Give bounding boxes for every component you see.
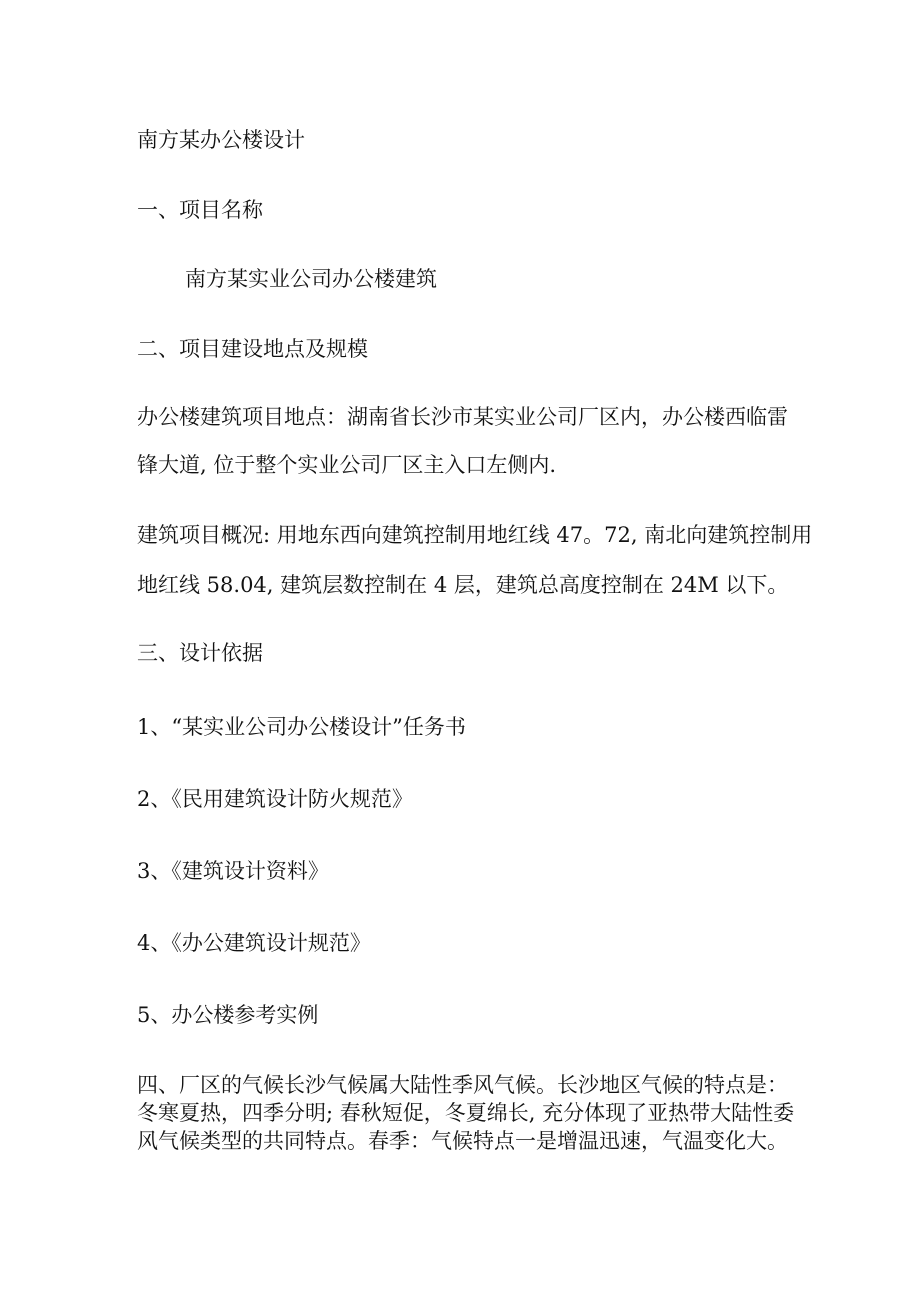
location-text-line1: 办公楼建筑项目地点：湖南省长沙市某实业公司厂区内，办公楼西临雷 (137, 405, 788, 429)
design-basis-item: 4、《办公建筑设计规范》 (137, 931, 371, 955)
climate-paragraph (137, 1071, 795, 1155)
location-text-line2: 锋大道, 位于整个实业公司厂区主入口左侧内. (137, 453, 557, 477)
section-heading-project-name: 一、项目名称 (137, 198, 263, 222)
climate-text-line3: 风气候类型的共同特点。春季：气候特点一是增温迅速，气温变化大。 (137, 1129, 788, 1153)
overview-text-line1: 建筑项目概况: 用地东西向建筑控制用地红线 47。72, 南北向建筑控制用 (137, 523, 813, 547)
section-heading-design-basis: 三、设计依据 (137, 641, 263, 665)
project-name-text: 南方某实业公司办公楼建筑 (185, 267, 437, 291)
design-basis-item: 2、《民用建筑设计防火规范》 (137, 787, 413, 811)
design-basis-item: 1、“某实业公司办公楼设计”任务书 (137, 715, 466, 739)
design-basis-item: 3、《建筑设计资料》 (137, 859, 329, 883)
document-title: 南方某办公楼设计 (137, 128, 305, 152)
design-basis-item: 5、办公楼参考实例 (137, 1003, 319, 1027)
climate-text-line2: 冬寒夏热，四季分明; 春秋短促，冬夏绵长, 充分体现了亚热带大陆性委 (137, 1101, 795, 1125)
climate-text-line1: 四、厂区的气候长沙气候属大陆性季风气候。长沙地区气候的特点是： (137, 1073, 788, 1097)
overview-text-line2: 地红线 58.04, 建筑层数控制在 4 层，建筑总高度控制在 24M 以下。 (137, 573, 789, 597)
section-heading-location-scale: 二、项目建设地点及规模 (137, 337, 368, 361)
